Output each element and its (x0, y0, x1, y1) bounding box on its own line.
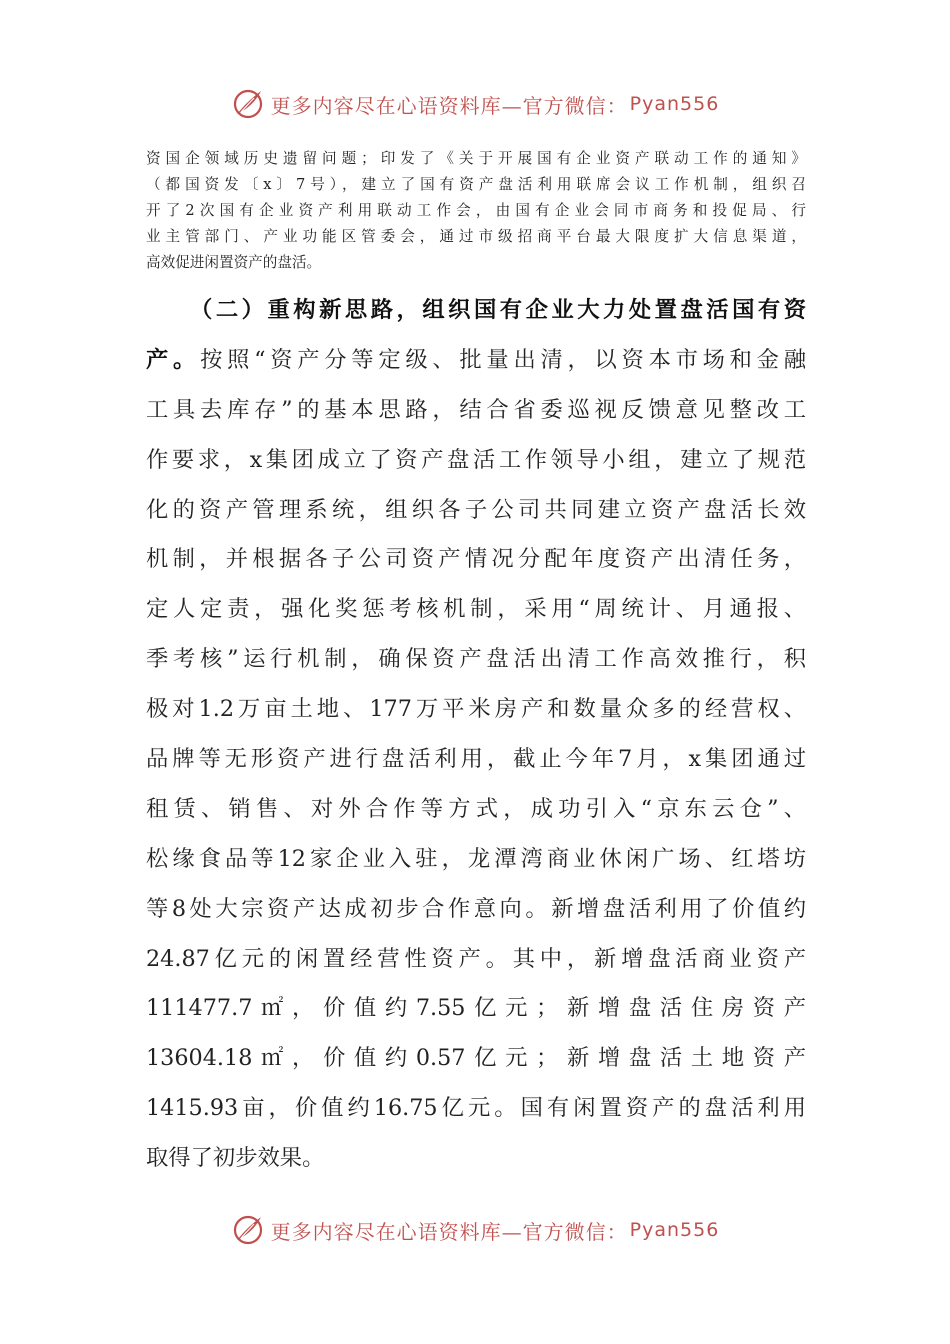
section-heading-continued (146, 336, 806, 386)
watermark-header (0, 84, 950, 124)
body-line: 定人定责，强化奖惩考核机制，采用“周统计、月通报、 (146, 596, 806, 623)
heading-end: 产。 (146, 346, 201, 373)
body-line: 取得了初步效果。 (146, 1145, 325, 1172)
body-line: 租赁、销售、对外合作等方式，成功引入“京东云仓”、 (146, 795, 806, 822)
body-line: 111477.7㎡，价值约7.55亿元；新增盘活住房资产 (146, 995, 806, 1022)
body-line: 24.87亿元的闲置经营性资产。其中，新增盘活商业资产 (146, 945, 806, 972)
body-line: 极对1.2万亩土地、177万平米房产和数量众多的经营权、 (146, 696, 806, 723)
quill-circle-icon (231, 1213, 265, 1247)
body-lead: 按照“资产分等定级、批量出清，以资本市场和金融 (200, 346, 806, 373)
quill-circle-icon (231, 87, 265, 121)
body-line: 1415.93亩，价值约16.75亿元。国有闲置资产的盘活利用 (146, 1095, 806, 1122)
intro-line: （都国资发〔x〕7号），建立了国有资产盘活利用联席会议工作机制，组织召 (146, 176, 806, 193)
section-heading: （二）重构新思路，组织国有企业大力处置盘活国有资 (190, 297, 806, 323)
intro-line: 高效促进闲置资产的盘活。 (146, 254, 322, 271)
intro-line: 资国企领域历史遗留问题；印发了《关于开展国有企业资产联动工作的通知》 (146, 150, 806, 167)
watermark-wechat-id: Pyan556 (629, 1219, 720, 1241)
body-line: 工具去库存”的基本思路，结合省委巡视反馈意见整改工 (146, 396, 806, 423)
intro-line: 开了2次国有企业资产利用联动工作会，由国有企业会同市商务和投促局、行 (146, 202, 806, 219)
intro-line: 业主管部门、产业功能区管委会，通过市级招商平台最大限度扩大信息渠道， (146, 228, 806, 245)
section-two (146, 286, 806, 1184)
intro-paragraph (146, 146, 806, 276)
watermark-footer (0, 1210, 950, 1250)
watermark-text: 更多内容尽在心语资料库—官方微信： (270, 93, 628, 118)
body-line: 机制，并根据各子公司资产情况分配年度资产出清任务， (146, 546, 806, 573)
body-line: 季考核”运行机制，确保资产盘活出清工作高效推行，积 (146, 646, 806, 673)
body-line: 作要求，x集团成立了资产盘活工作领导小组，建立了规范 (146, 446, 806, 473)
watermark-text: 更多内容尽在心语资料库—官方微信： (270, 1219, 628, 1244)
watermark-wechat-id: Pyan556 (629, 93, 720, 115)
body-line: 等8处大宗资产达成初步合作意向。新增盘活利用了价值约 (146, 895, 806, 922)
body-line: 化的资产管理系统，组织各子公司共同建立资产盘活长效 (146, 496, 806, 523)
body-line: 13604.18㎡，价值约0.57亿元；新增盘活土地资产 (146, 1045, 806, 1072)
body-line: 品牌等无形资产进行盘活利用，截止今年7月，x集团通过 (146, 746, 806, 773)
body-line: 松缘食品等12家企业入驻，龙潭湾商业休闲广场、红塔坊 (146, 845, 806, 872)
